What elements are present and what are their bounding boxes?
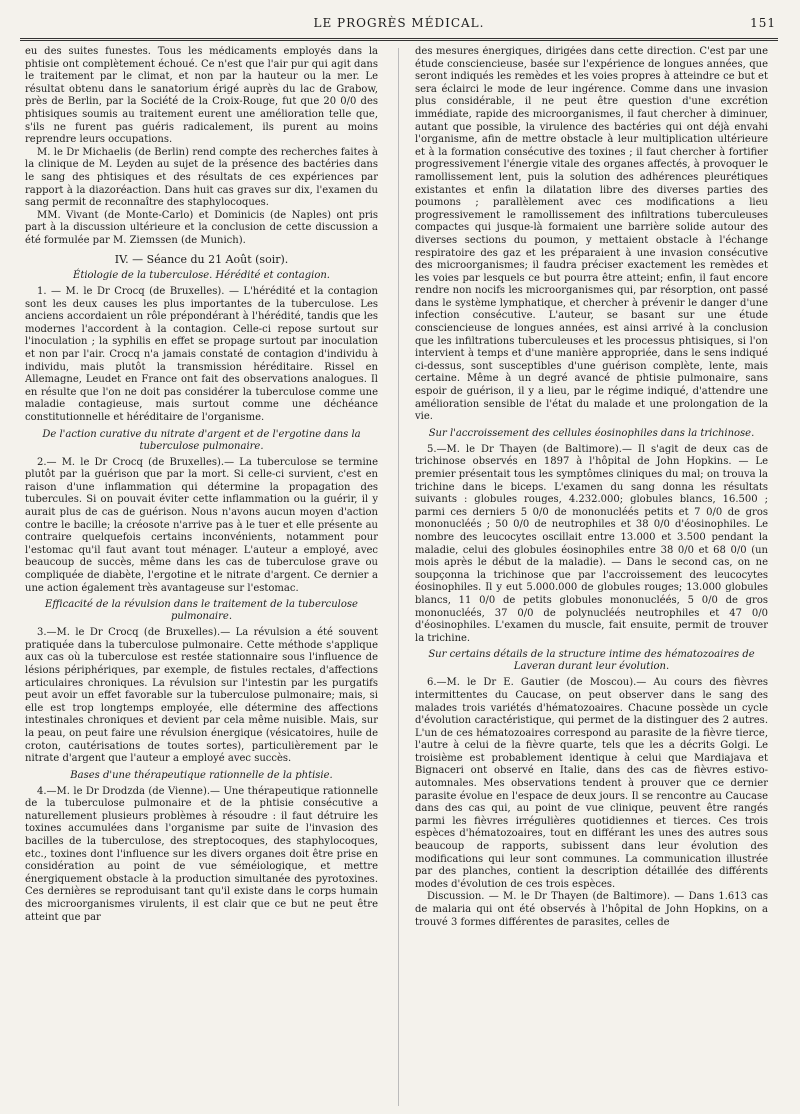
right-column [415, 46, 768, 1106]
paragraph: 3.—M. le Dr Crocq (de Bruxelles).— La révulsion a été souvent pratiquée dans la tuberculose pulmonaire. Cette méthode s'applique aux cas où la tuberculose est restée stationnaire sous l'influence de lésions périphériques, par exemple, de fistules rectales, d'affections articulaires chroniques. La révulsion sur l'intestin par les purgatifs peut avoir un effet favorable sur la tuberculose pulmonaire; mais, si elle est trop longtemps employée, elle détermine des affections intestinales chroniques et devient par cela même nuisible. Mais, sur la peau, on peut faire une révulsion énergique (vésicatoires, huile de croton, cautérisations de toutes sortes), particulièrement par le nitrate d'argent que l'auteur a employé avec succès. [25, 627, 378, 765]
header-rule [20, 38, 778, 41]
paragraph: 1. — M. le Dr Crocq (de Bruxelles). — L'hérédité et la contagion sont les deux causes les plus importantes de la tuberculose. Les anciens accordaient un rôle prépondérant à l'hérédité, tandis que les modernes l'accordent à la contagion. Celle-ci repose surtout sur l'inoculation ; la syphilis en effet se propage surtout par inoculation et non par l'air. Crocq n'a jamais constaté de contagion d'individu à individu, mais plutôt la transmission héréditaire. Rissel en Allemagne, Leudet en France ont fait des observations analogues. Il en résulte que l'on ne doit pas considérer la tuberculose comme une maladie contagieuse, mais surtout comme une déchéance constitutionnelle et héréditaire de l'organisme. [25, 286, 378, 424]
subheading: Sur l'accroissement des cellules éosinophiles dans la trichinose. [428, 427, 755, 439]
paragraph: 6.—M. le Dr E. Gautier (de Moscou).— Au cours des fièvres intermittentes du Caucase, on peut observer dans le sang des malades trois variétés d'hématozoaires. Chacune possède un cycle d'évolution caractéristique, qui permet de la distinguer des 2 autres. L'un de ces hématozoaires correspond au parasite de la fièvre tierce, l'autre à celui de la fièvre quarte, tels que les a décrits Golgi. Le troisième est probablement identique à celui que Mardiajava et Bignaceri ont observé en Italie, dans des cas de fièvres estivo-automnales. Mes observations tendent à prouver que ce dernier parasite évolue en l'espace de deux jours. Il se rencontre au Caucase dans des cas qui, au point de vue clinique, peuvent être rangés parmi les fièvres irrégulières quotidiennes et tierces. Ces trois espèces d'hématozoaires, tout en différant les unes des autres sous beaucoup de rapports, subissent dans leur évolution des modifications qui leur sont communes. La communication illustrée par des planches, contient la description détaillée des différents modes d'évolution de ces trois espèces. [415, 677, 768, 890]
paragraph: MM. Vivant (de Monte-Carlo) et Dominicis (de Naples) ont pris part à la discussion ultérieure et la conclusion de cette discussion a été formulée par M. Ziemssen (de Munich). [25, 209, 378, 246]
left-column [25, 46, 378, 1106]
page-number: 151 [750, 16, 776, 30]
paragraph: 4.—M. le Dr Drodzda (de Vienne).— Une thérapeutique rationnelle de la tuberculose pulmonaire et de la phtisie consécutive a naturellement plusieurs problèmes à résoudre : il faut détruire les toxines accumulées dans l'organisme par suite de l'invasion des bacilles de la tuberculose, des streptocoques, des staphylocoques, etc., toxines dont l'influence sur les divers organes doit être prise en considération au point de vue séméiologique, et mettre énergiquement obstacle à la production simultanée des pyrotoxines. Ces dernières se reproduisant tant qu'il existe dans le corps humain des microorganismes virulents, il est clair que ce but ne peut être atteint que par [25, 785, 378, 923]
journal-title: LE PROGRÈS MÉDICAL. [313, 16, 485, 30]
subheading: De l'action curative du nitrate d'argent et de l'ergotine dans la tuberculose pulmonaire. [42, 428, 361, 452]
paragraph: 2.— M. le Dr Crocq (de Bruxelles).— La tuberculose se termine plutôt par la guérison que par la mort. Si celle-ci survient, c'est en raison d'une inflammation qui détermine la propagation des tubercules. Si on pouvait éviter cette inflammation ou la guérir, il y aurait plus de cas de guérison. Nous n'avons aucun moyen d'action contre le bacille; la créosote n'arrive pas à le tuer et elle présente au contraire quelquefois certains inconvénients, notamment pour l'estomac qu'il faut avant tout ménager. L'auteur a employé, avec beaucoup de succès, même dans les cas de tuberculose grave ou compliquée de diabète, l'ergotine et le nitrate d'argent. Ce dernier a une action également très avantageuse sur l'estomac. [25, 456, 378, 594]
subheading: Étiologie de la tuberculose. Hérédité et contagion. [73, 270, 330, 282]
paragraph: 5.—M. le Dr Thayen (de Baltimore).— Il s'agit de deux cas de trichinose observés en 1897 à l'hôpital de John Hopkins. — Le premier présentait tous les symptômes cliniques du mal; on trouva la trichine dans le biceps. L'examen du sang donna les résultats suivants : globules rouges, 4.232.000; globules blancs, 16.500 ; parmi ces derniers 5 0/0 de mononucléés petits et 7 0/0 de gros mononucléés ; 50 0/0 de neutrophiles et 38 0/0 d'éosinophiles. Le nombre des leucocytes oscillait entre 13.000 et 3.500 pendant la maladie, celui des globules éosinophiles entre 38 0/0 et 68 0/0 (un mois après le début de la maladie). — Dans le second cas, on ne soupçonna la trichinose que par l'accroissement des leucocytes éosinophiles. Il y eut 5.000.000 de globules rouges; 13.000 globules blancs, 11 0/0 de petits globules mononucléés, 5 0/0 de gros mononucléés, 37 0/0 de polynucléés neutrophiles et 47 0/0 d'éosinophiles. L'examen du muscle, fait ensuite, permit de trouver la trichine. [415, 443, 768, 644]
paragraph: des mesures énergiques, dirigées dans cette direction. C'est par une étude consciencieuse, basée sur l'expérience de longues années, que seront indiqués les remèdes et les voies propres à atteindre ce but et sera éclairci le mode de leur ingérence. Comme dans une invasion plus considérable, il ne peut être question d'une excrétion immédiate, rapide des microorganismes, il faut chercher à diminuer, autant que possible, la virulence des bactéries qui ont déjà envahi l'organisme, afin de mettre obstacle à leur multiplication ultérieure et à la formation consécutive des toxines ; il faut chercher à fortifier progressivement l'énergie vitale des organes affectés, à provoquer le ramollissement lent, puis la solution des adhérences pleurétiques existantes et enfin la dilatation libre des diverses parties des poumons ; parallèlement avec ces modifications a lieu progressivement le ramollissement des infiltrations tuberculeuses compactes qui jusque-là formaient une barrière solide autour des diverses sections du poumon, y mettaient obstacle à l'échange respiratoire des gaz et les préparaient à une invasion consécutive des microorganismes; il faudra préciser exactement les remèdes et les voies par lesquels ce but pourra être atteint; enfin, il faut encore rendre non nocifs les microorganismes qui, par résorption, ont passé dans le système lymphatique, et chercher à prévenir le danger d'une infection consécutive. L'auteur, se basant sur une étude consciencieuse de longues années, est ainsi arrivé à la conclusion que les infiltrations tuberculeuses et les processus phtisiques, si l'on intervient à temps et d'une manière appropriée, dans le sens indiqué ci-dessus, sont susceptibles d'une guérison complète, lente, mais certaine. Même à un degré avancé de phtisie pulmonaire, sans espoir de guérison, il y a lieu, par le régime indiqué, d'attendre une amélioration sensible de l'état du malade et une prolongation de la vie. [415, 46, 768, 423]
paragraph: Discussion. — M. le Dr Thayen (de Baltimore). — Dans 1.613 cas de malaria qui ont été observés à l'hôpital de John Hopkins, on a trouvé 3 formes différentes de parasites, celles de [415, 891, 768, 928]
subheading: Efficacité de la révulsion dans le traitement de la tuberculose pulmonaire. [45, 599, 358, 623]
section-heading: IV. — Séance du 21 Août (soir). [114, 252, 289, 266]
paragraph: eu des suites funestes. Tous les médicaments employés dans la phtisie ont complètement échoué. Ce n'est que l'air pur qui agit dans le traitement par le climat, et non par la hauteur ou la mer. Le résultat obtenu dans le sanatorium érigé auprès du lac de Grabow, près de Berlin, par la Société de la Croix-Rouge, fut que 20 0/0 des phtisiques soumis au traitement eurent une amélioration telle que, s'ils ne furent pas guéris radicalement, ils purent au moins reprendre leurs occupations. [25, 46, 378, 146]
paragraph: M. le Dr Michaelis (de Berlin) rend compte des recherches faites à la clinique de M. Leyden au sujet de la présence des bactéries dans le sang des phtisiques et des résultats de ces expériences par rapport à la diazoréaction. Dans huit cas graves sur dix, l'examen du sang permit de reconnaître des staphylocoques. [25, 146, 378, 209]
subheading: Sur certains détails de la structure intime des hématozoaires de Laveran durant leur évolution. [428, 649, 755, 673]
column-divider [398, 48, 399, 1106]
subheading: Bases d'une thérapeutique rationnelle de la phtisie. [70, 769, 333, 781]
page-header [20, 14, 778, 34]
